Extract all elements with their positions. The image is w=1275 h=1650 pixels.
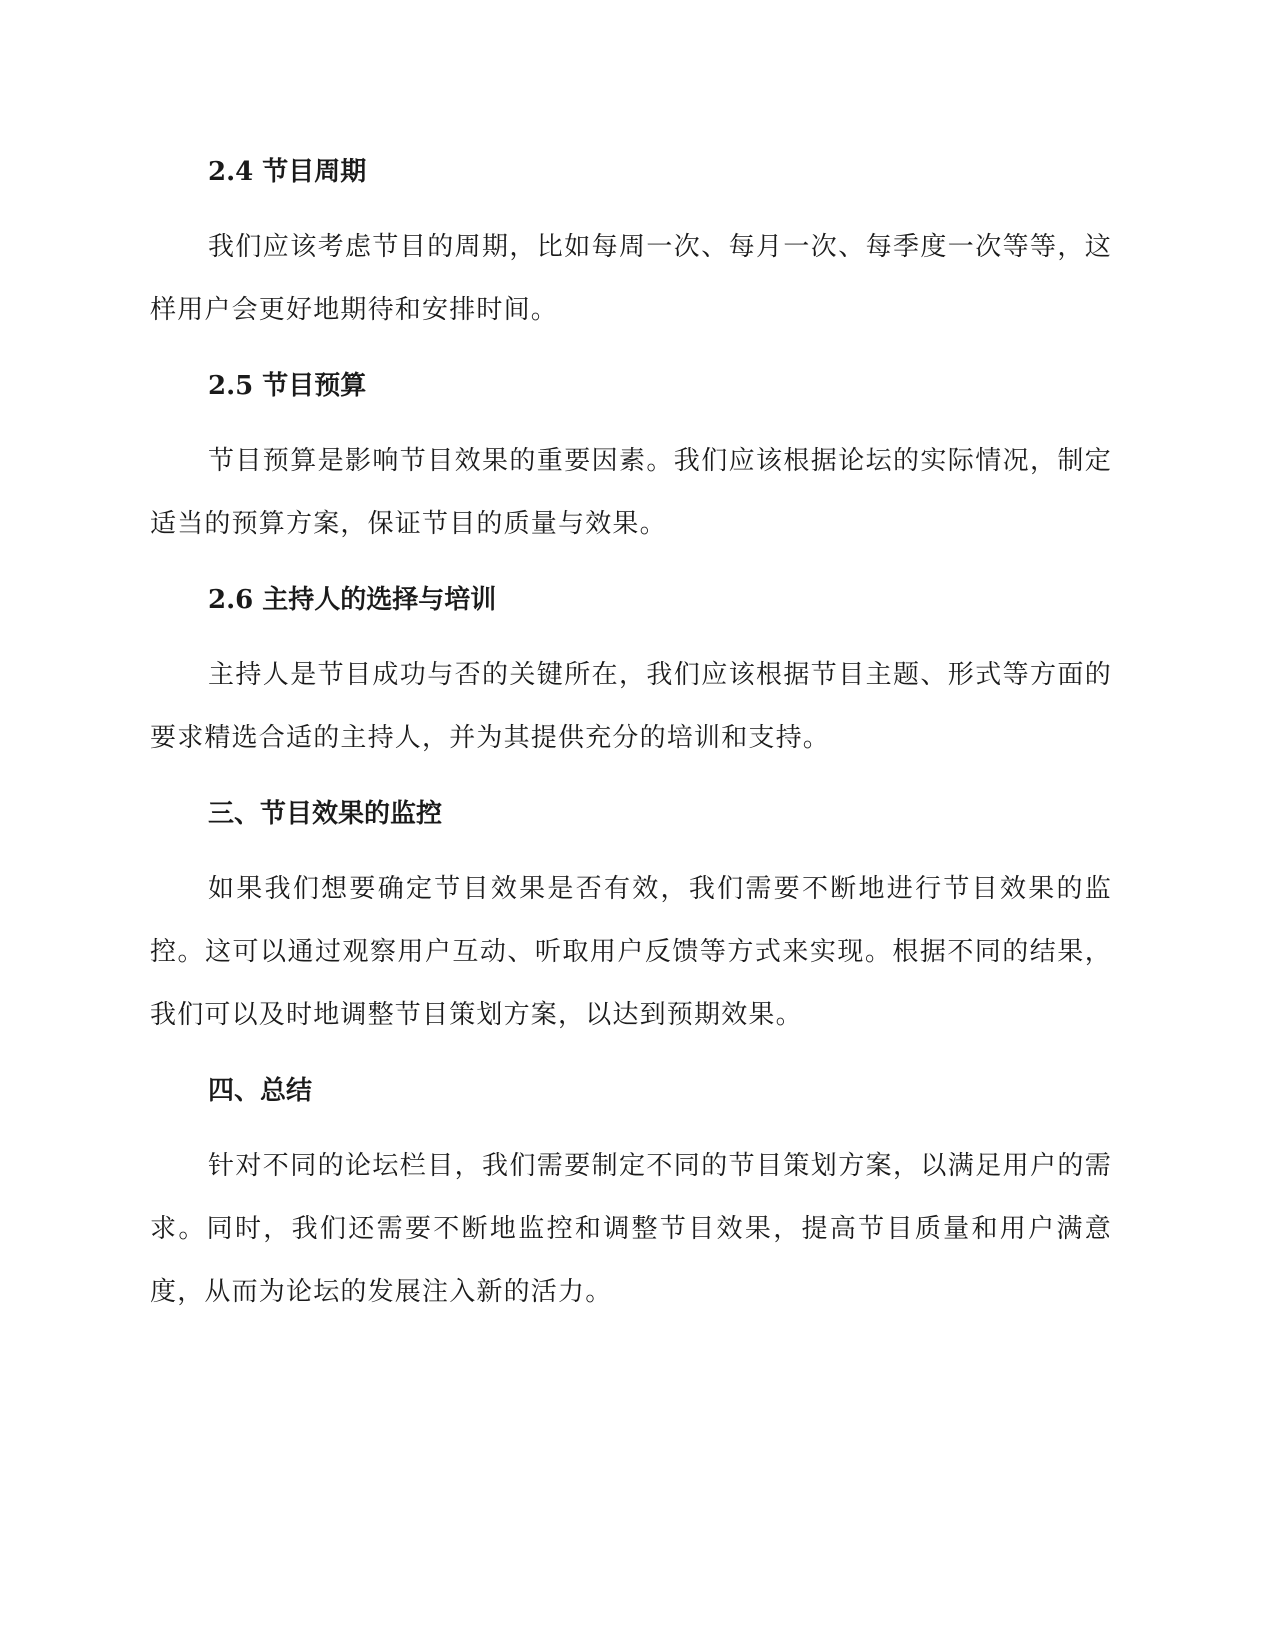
section-heading-2-5: 2.5 节目预算: [208, 371, 367, 401]
section-paragraph-2-6: 主持人是节目成功与否的关键所在，我们应该根据节目主题、形式等方面的要求精选合适的主持人，并为其提供充分的培训和支持。: [150, 660, 1112, 753]
section-paragraph-3: 如果我们想要确定节目效果是否有效，我们需要不断地进行节目效果的监控。这可以通过观察用户互动、听取用户反馈等方式来实现。根据不同的结果，我们可以及时地调整节目策划方案，以达到预期效果。: [150, 874, 1112, 1030]
section-heading-2-4: 2.4 节目周期: [208, 157, 367, 187]
section-paragraph-4: 针对不同的论坛栏目，我们需要制定不同的节目策划方案，以满足用户的需求。同时，我们还需要不断地监控和调整节目效果，提高节目质量和用户满意度，从而为论坛的发展注入新的活力。: [150, 1151, 1112, 1307]
section-heading-2-6: 2.6 主持人的选择与培训: [208, 585, 497, 615]
document-body: [150, 140, 1112, 1336]
section-paragraph-2-5: 节目预算是影响节目效果的重要因素。我们应该根据论坛的实际情况，制定适当的预算方案，保证节目的质量与效果。: [150, 446, 1112, 539]
section-paragraph-2-4: 我们应该考虑节目的周期，比如每周一次、每月一次、每季度一次等等，这样用户会更好地期待和安排时间。: [150, 232, 1112, 325]
section-heading-3: 三、节目效果的监控: [208, 799, 443, 829]
section-heading-4: 四、总结: [208, 1076, 313, 1106]
